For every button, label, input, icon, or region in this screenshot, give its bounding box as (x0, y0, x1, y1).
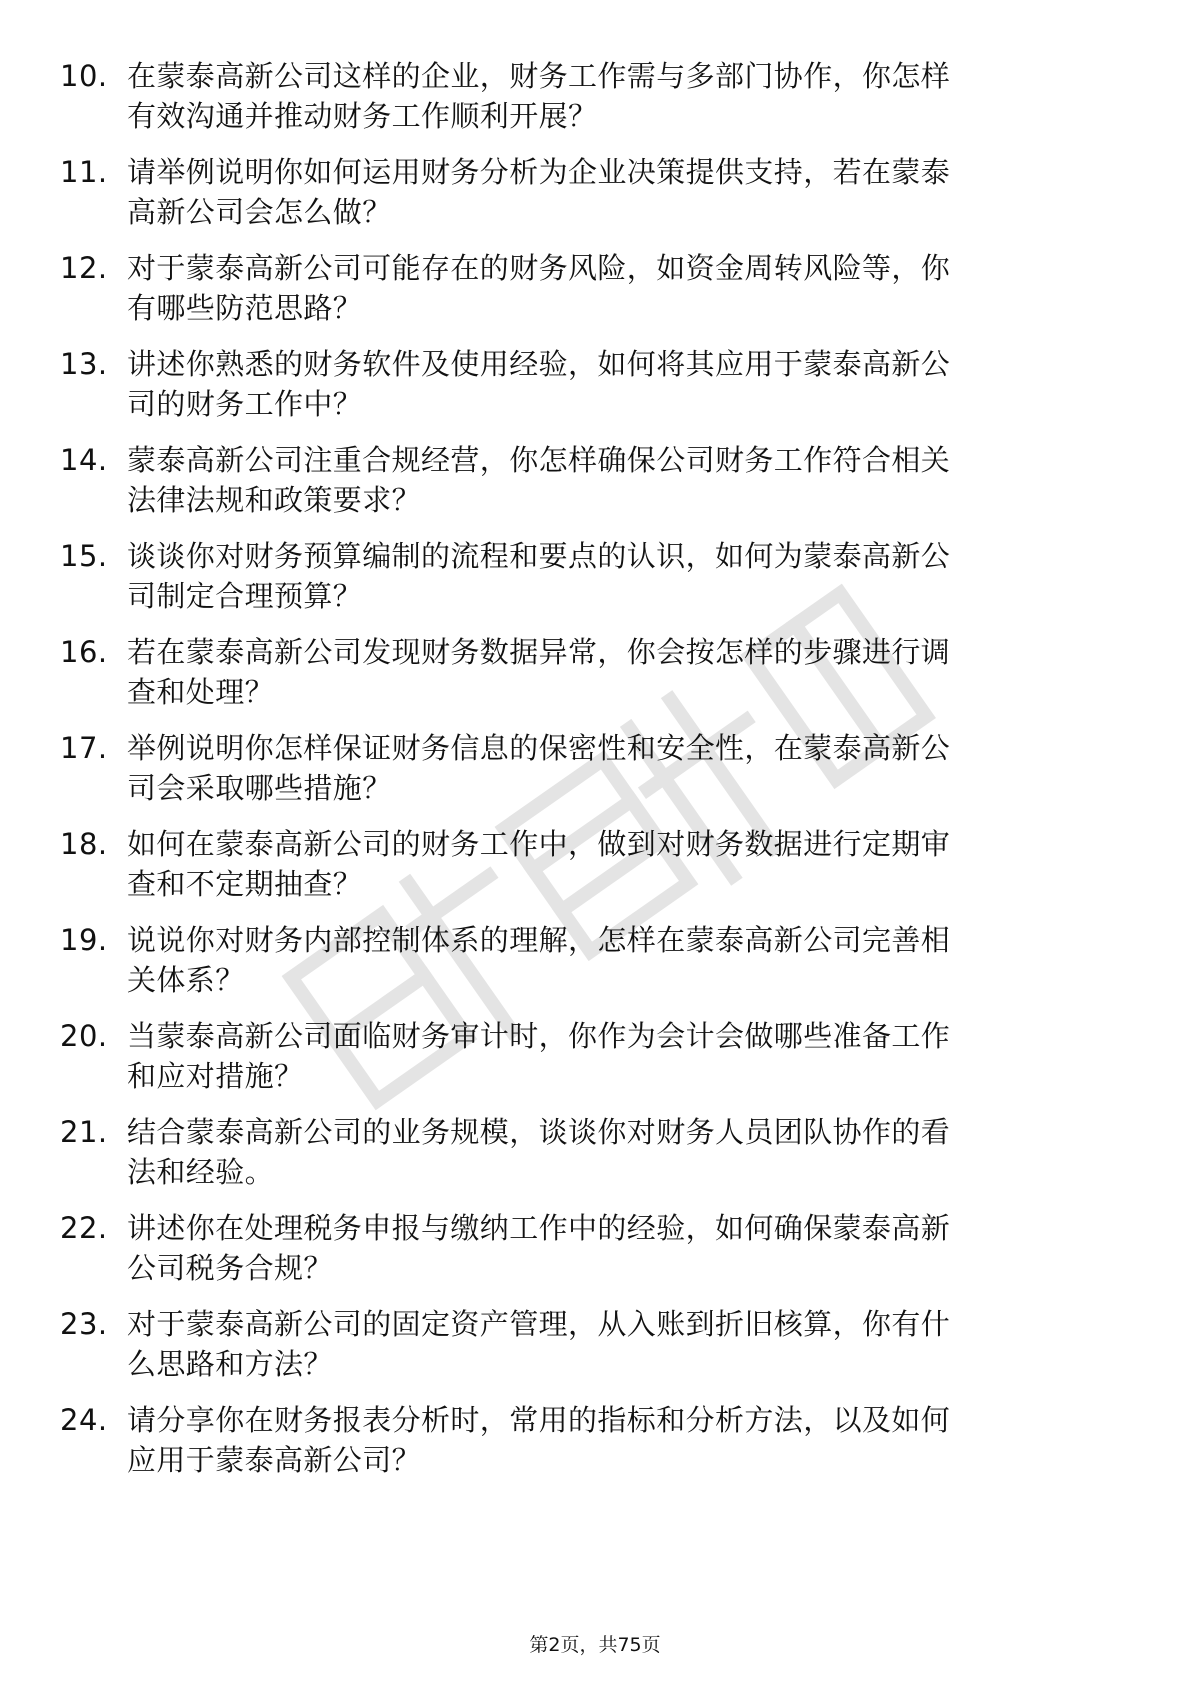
question-item (0, 1112, 1190, 1202)
question-line: 公司税务合规？ (127, 1251, 333, 1285)
question-line: 有哪些防范思路？ (127, 291, 363, 325)
question-number: 21. (60, 1115, 108, 1149)
question-line: 司制定合理预算？ (127, 579, 363, 613)
question-line: 若在蒙泰高新公司发现财务数据异常，你会按怎样的步骤进行调 (127, 635, 951, 669)
question-number: 15. (60, 539, 108, 573)
question-line: 谈谈你对财务预算编制的流程和要点的认识，如何为蒙泰高新公 (127, 539, 951, 573)
question-number: 16. (60, 635, 108, 669)
question-line: 说说你对财务内部控制体系的理解，怎样在蒙泰高新公司完善相 (127, 923, 951, 957)
question-item (0, 824, 1190, 914)
question-line: 请分享你在财务报表分析时，常用的指标和分析方法，以及如何 (127, 1403, 951, 1437)
question-text (127, 632, 1123, 712)
question-number: 20. (60, 1019, 108, 1053)
question-line: 应用于蒙泰高新公司？ (127, 1443, 422, 1477)
question-number: 10. (60, 59, 108, 93)
question-item (0, 1016, 1190, 1106)
question-number: 13. (60, 347, 108, 381)
question-text (127, 824, 1123, 904)
question-line: 高新公司会怎么做？ (127, 195, 392, 229)
question-number: 11. (60, 155, 108, 189)
question-number: 18. (60, 827, 108, 861)
question-line: 么思路和方法？ (127, 1347, 333, 1381)
question-number: 23. (60, 1307, 108, 1341)
question-text (127, 248, 1123, 328)
question-line: 如何在蒙泰高新公司的财务工作中，做到对财务数据进行定期审 (127, 827, 951, 861)
question-line: 查和处理？ (127, 675, 275, 709)
page-number-footer: 第2页，共75页 (529, 1634, 661, 1656)
question-text (127, 536, 1123, 616)
question-line: 讲述你熟悉的财务软件及使用经验，如何将其应用于蒙泰高新公 (127, 347, 951, 381)
question-line: 有效沟通并推动财务工作顺利开展？ (127, 99, 598, 133)
question-item (0, 1208, 1190, 1298)
question-text (127, 440, 1123, 520)
question-number: 19. (60, 923, 108, 957)
question-line: 请举例说明你如何运用财务分析为企业决策提供支持，若在蒙泰 (127, 155, 951, 189)
question-text (127, 1400, 1123, 1480)
question-text (127, 728, 1123, 808)
question-item (0, 1400, 1190, 1490)
question-number: 14. (60, 443, 108, 477)
question-item (0, 56, 1190, 146)
question-text (127, 152, 1123, 232)
question-item (0, 1304, 1190, 1394)
question-text (127, 1112, 1123, 1192)
question-text (127, 1208, 1123, 1288)
question-item (0, 440, 1190, 530)
question-number: 17. (60, 731, 108, 765)
question-line: 对于蒙泰高新公司的固定资产管理，从入账到折旧核算，你有什 (127, 1307, 951, 1341)
question-line: 查和不定期抽查？ (127, 867, 363, 901)
question-text (127, 1016, 1123, 1096)
question-number: 22. (60, 1211, 108, 1245)
question-line: 当蒙泰高新公司面临财务审计时，你作为会计会做哪些准备工作 (127, 1019, 951, 1053)
question-line: 讲述你在处理税务申报与缴纳工作中的经验，如何确保蒙泰高新 (127, 1211, 951, 1245)
question-item (0, 152, 1190, 242)
question-text (127, 56, 1123, 136)
question-text (127, 344, 1123, 424)
question-item (0, 248, 1190, 338)
question-item (0, 632, 1190, 722)
question-line: 在蒙泰高新公司这样的企业，财务工作需与多部门协作，你怎样 (127, 59, 951, 93)
question-line: 蒙泰高新公司注重合规经营，你怎样确保公司财务工作符合相关 (127, 443, 951, 477)
question-number: 24. (60, 1403, 108, 1437)
question-text (127, 1304, 1123, 1384)
question-number: 12. (60, 251, 108, 285)
question-line: 司的财务工作中？ (127, 387, 363, 421)
question-line: 法和经验。 (127, 1155, 275, 1189)
question-line: 举例说明你怎样保证财务信息的保密性和安全性，在蒙泰高新公 (127, 731, 951, 765)
question-line: 和应对措施？ (127, 1059, 304, 1093)
question-item (0, 344, 1190, 434)
question-line: 对于蒙泰高新公司可能存在的财务风险，如资金周转风险等，你 (127, 251, 951, 285)
question-line: 结合蒙泰高新公司的业务规模，谈谈你对财务人员团队协作的看 (127, 1115, 951, 1149)
question-line: 关体系？ (127, 963, 245, 997)
question-line: 司会采取哪些措施？ (127, 771, 392, 805)
question-item (0, 920, 1190, 1010)
question-item (0, 728, 1190, 818)
question-line: 法律法规和政策要求？ (127, 483, 422, 517)
question-item (0, 536, 1190, 626)
question-text (127, 920, 1123, 1000)
